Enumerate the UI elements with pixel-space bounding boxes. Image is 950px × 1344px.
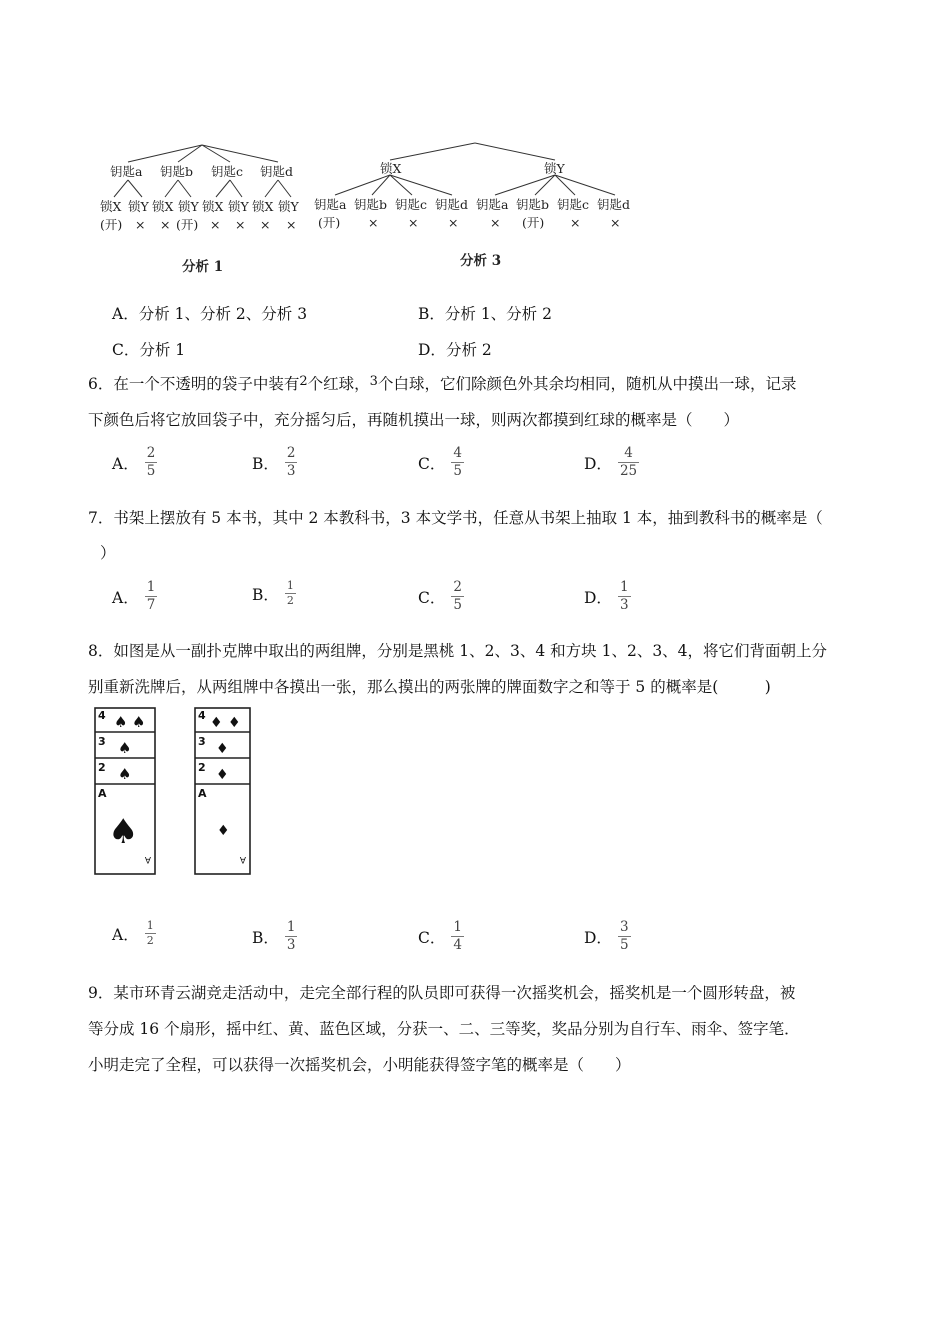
a1-key-0: 钥匙a — [110, 164, 143, 179]
a3-mark-1: × — [368, 215, 379, 230]
q7-option-c[interactable] — [418, 579, 464, 614]
numerator: 1 — [146, 579, 156, 595]
denominator: 5 — [453, 597, 462, 613]
q7-option-a[interactable] — [112, 579, 157, 614]
diamond-card-2-rank: 2 — [198, 761, 206, 774]
q8-option-c[interactable] — [418, 919, 464, 954]
numerator: 2 — [286, 445, 296, 461]
numerator: 1 — [619, 579, 629, 595]
q6-option-d[interactable] — [584, 445, 639, 480]
q7-option-b-label: B． — [252, 585, 279, 604]
q5-option-b[interactable] — [418, 302, 552, 324]
a3-mark-2: × — [408, 215, 419, 230]
q8-line1: 8．如图是从一副扑克牌中取出的两组牌，分别是黑桃 1、2、3、4 和方块 1、2、3、4，将它们背面朝上分 — [88, 642, 828, 660]
a1-lock-6: 锁X — [252, 199, 274, 214]
q7-line1: 7．书架上摆放有 5 本书，其中 2 本教科书，3 本文学书，任意从书架上抽取 1 本，抽到教科书的概率是（ — [88, 509, 823, 527]
a1-lock-1: 锁Y — [128, 199, 149, 214]
numerator: 1 — [286, 579, 294, 592]
spade-card-3-rank: 3 — [98, 735, 106, 748]
q5-option-a-text: 分析 1、分析 2、分析 3 — [138, 305, 308, 323]
q7-option-c-fraction — [451, 579, 464, 614]
q7-option-c-label: C． — [418, 588, 446, 607]
a1-key-3: 钥匙d — [260, 164, 294, 179]
spade-ace-large-icon: ♠ — [108, 812, 139, 852]
diamond-icon: ♦ — [210, 715, 223, 731]
a3-mark-5: (开) — [522, 215, 545, 230]
q7-option-b-fraction — [285, 579, 296, 608]
q8-option-a[interactable] — [112, 919, 156, 948]
a1-mark-3: (开) — [176, 217, 199, 232]
a3-mark-3: × — [448, 215, 459, 230]
denominator: 5 — [619, 937, 629, 953]
q8-option-c-label: C． — [418, 928, 446, 947]
spades-stack — [95, 708, 155, 874]
q5-option-b-label: B． — [418, 305, 445, 323]
q8-option-d-fraction — [618, 919, 631, 954]
denominator: 5 — [453, 463, 462, 479]
spade-card-2-rank: 2 — [98, 761, 106, 774]
q8-option-b[interactable] — [252, 919, 297, 954]
denominator: 3 — [286, 463, 296, 479]
a3-key-2: 钥匙c — [395, 197, 428, 212]
q6-line1-c: 个白球，它们除颜色外其余均相同，随机从中摸出一球，记录 — [377, 375, 797, 393]
numerator: 4 — [624, 445, 633, 461]
spade-icon: ♠ — [114, 713, 128, 731]
a1-key-1: 钥匙b — [160, 164, 194, 179]
playing-cards-figure — [92, 705, 262, 880]
analysis-tree-figure — [90, 135, 650, 285]
diamond-icon: ♦ — [216, 741, 229, 757]
q5-option-a-label: A． — [112, 305, 139, 323]
a3-key-1: 钥匙b — [354, 197, 388, 212]
q6-option-c[interactable] — [418, 445, 464, 480]
denominator: 5 — [146, 463, 156, 479]
analysis1-caption: 分析 1 — [182, 259, 224, 275]
denominator: 25 — [619, 463, 638, 479]
a1-mark-6: × — [260, 217, 271, 232]
a3-key-3: 钥匙d — [435, 197, 469, 212]
diamond-card-a-rank: A — [198, 787, 207, 800]
denominator: 7 — [146, 597, 156, 613]
q8-option-b-label: B． — [252, 928, 279, 947]
q6-option-a-fraction — [145, 445, 158, 480]
a3-key-6: 钥匙c — [557, 197, 590, 212]
q8-option-a-fraction — [145, 919, 156, 948]
numerator: 2 — [146, 445, 156, 461]
q6-option-b[interactable] — [252, 445, 297, 480]
a1-mark-1: × — [135, 217, 146, 232]
q7-option-b[interactable] — [252, 579, 296, 608]
a3-key-5: 钥匙b — [516, 197, 550, 212]
a1-lock-0: 锁X — [100, 199, 122, 214]
diamond-icon: ♦ — [216, 767, 229, 783]
denominator: 2 — [286, 594, 294, 607]
numerator: 3 — [619, 919, 629, 935]
spade-icon: ♠ — [118, 739, 132, 757]
a3-key-7: 钥匙d — [597, 197, 631, 212]
numerator: 1 — [453, 919, 462, 935]
q8-option-b-fraction — [285, 919, 298, 954]
q6-option-b-label: B． — [252, 454, 279, 473]
q8-option-d[interactable] — [584, 919, 631, 954]
q7-option-d-label: D． — [584, 588, 612, 607]
spade-icon: ♠ — [132, 713, 146, 731]
a1-lock-4: 锁X — [202, 199, 224, 214]
q5-option-c-text: 分析 1 — [139, 341, 186, 359]
a1-mark-5: × — [235, 217, 246, 232]
q5-option-a[interactable] — [112, 302, 307, 324]
q6-option-c-fraction — [451, 445, 464, 480]
diamond-card-4-rank: 4 — [198, 709, 206, 722]
a1-mark-0: (开) — [100, 217, 123, 232]
denominator: 3 — [619, 597, 629, 613]
q5-option-c[interactable] — [112, 338, 185, 360]
diamonds-stack — [195, 708, 250, 874]
a3-key-0: 钥匙a — [314, 197, 347, 212]
q5-option-c-label: C． — [112, 341, 140, 359]
q8-option-d-label: D． — [584, 928, 612, 947]
a1-lock-5: 锁Y — [228, 199, 249, 214]
a3-key-4: 钥匙a — [476, 197, 509, 212]
q7-option-d[interactable] — [584, 579, 631, 614]
q7-option-d-fraction — [618, 579, 631, 614]
q8-option-a-label: A． — [112, 925, 139, 944]
a1-lock-7: 锁Y — [278, 199, 299, 214]
spade-ace-corner-rank: A — [144, 854, 151, 864]
q5-option-d-text: 分析 2 — [445, 341, 492, 359]
q6-option-a-label: A． — [112, 454, 139, 473]
q6-option-d-fraction — [618, 445, 639, 480]
analysis3-tree — [335, 143, 615, 195]
spade-card-4-rank: 4 — [98, 709, 106, 722]
a3-lock-1: 锁Y — [544, 161, 565, 176]
a1-mark-7: × — [286, 217, 297, 232]
a3-mark-6: × — [570, 215, 581, 230]
q8-option-c-fraction — [451, 919, 464, 954]
a1-mark-4: × — [210, 217, 221, 232]
q5-option-b-text: 分析 1、分析 2 — [444, 305, 552, 323]
q6-option-c-label: C． — [418, 454, 446, 473]
q9-line2: 等分成 16 个扇形，摇中红、黄、蓝色区域，分获一、二、三等奖，奖品分别为自行车、雨伞、签字笔． — [88, 1020, 800, 1038]
spade-icon: ♠ — [118, 765, 132, 783]
q6-option-d-label: D． — [584, 454, 612, 473]
q6-n-red: 2 — [299, 374, 308, 389]
a3-mark-0: (开) — [318, 215, 341, 230]
denominator: 4 — [453, 937, 462, 953]
a1-lock-2: 锁X — [152, 199, 174, 214]
q6-option-a[interactable] — [112, 445, 157, 480]
a1-key-2: 钥匙c — [211, 164, 244, 179]
a3-mark-7: × — [610, 215, 621, 230]
q9-line1: 9．某市环青云湖竞走活动中，走完全部行程的队员即可获得一次摇奖机会，摇奖机是一个圆形转盘，被 — [88, 984, 796, 1002]
q6-n-white: 3 — [369, 374, 378, 389]
q8-line2: 别重新洗牌后，从两组牌中各摸出一张，那么摸出的两张牌的牌面数字之和等于 5 的概率是( ) — [88, 678, 771, 696]
a1-lock-3: 锁Y — [178, 199, 199, 214]
a3-lock-0: 锁X — [380, 161, 402, 176]
denominator: 2 — [146, 934, 154, 947]
diamond-icon: ♦ — [228, 715, 241, 731]
q5-option-d[interactable] — [418, 338, 492, 360]
numerator: 2 — [453, 579, 462, 595]
q6-line1 — [88, 374, 796, 396]
spade-card-a-rank: A — [98, 787, 107, 800]
q5-option-d-label: D． — [418, 341, 446, 359]
analysis3-caption: 分析 3 — [460, 253, 502, 269]
numerator: 4 — [453, 445, 462, 461]
q6-line1-b: 个红球， — [307, 375, 370, 393]
q9-line3: 小明走完了全程，可以获得一次摇奖机会，小明能获得签字笔的概率是（ ） — [88, 1056, 631, 1074]
q7-option-a-fraction — [145, 579, 158, 614]
q6-line1-a: 6．在一个不透明的袋子中装有 — [88, 375, 300, 393]
q7-option-a-label: A． — [112, 588, 139, 607]
diamond-card-3-rank: 3 — [198, 735, 206, 748]
numerator: 1 — [286, 919, 296, 935]
a3-mark-4: × — [490, 215, 501, 230]
q7-line2: ） — [100, 544, 116, 562]
q6-option-b-fraction — [285, 445, 298, 480]
numerator: 1 — [146, 919, 154, 932]
diamond-ace-corner-rank: A — [239, 854, 246, 864]
diamond-ace-center-icon: ♦ — [217, 823, 230, 839]
q6-line2: 下颜色后将它放回袋子中，充分摇匀后，再随机摸出一球，则两次都摸到红球的概率是（ ） — [88, 411, 740, 429]
a1-mark-2: × — [160, 217, 171, 232]
denominator: 3 — [286, 937, 296, 953]
